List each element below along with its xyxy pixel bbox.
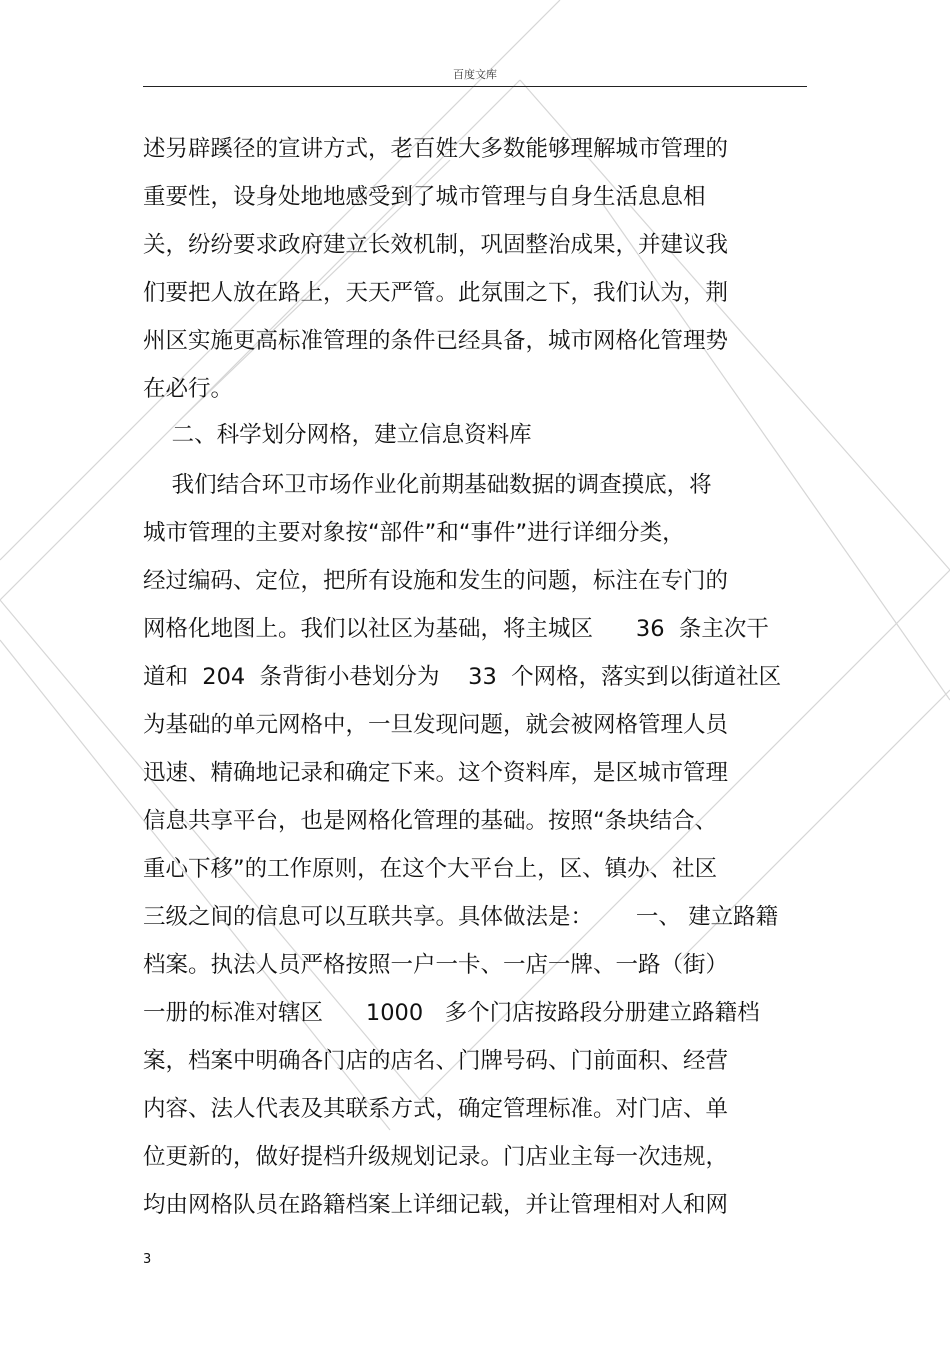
body-text-line: 州区实施更高标准管理的条件已经具备，城市网格化管理势 [143,328,729,354]
body-text-line: 信息共享平台，也是网格化管理的基础。按照“条块结合、 [143,808,718,834]
body-text-line: 们要把人放在路上，天天严管。此氛围之下，我们认为，荆 [143,280,729,306]
body-text-line: 经过编码、定位，把所有设施和发生的问题，标注在专门的 [143,568,729,594]
body-text-line: 位更新的，做好提档升级规划记录。门店业主每一次违规， [143,1144,729,1170]
body-text-line: 内容、法人代表及其联系方式，确定管理标准。对门店、单 [143,1096,729,1122]
body-text-line: 均由网格队员在路籍档案上详细记载，并让管理相对人和网 [143,1192,729,1218]
header-divider [143,86,807,87]
body-text-line: 关，纷纷要求政府建立长效机制，巩固整治成果，并建议我 [143,232,729,258]
body-text-line: 三级之间的信息可以互联共享。具体做法是： 一、 建立路籍 [143,904,779,930]
body-text-line: 道和 204 条背街小巷划分为 33 个网格，落实到以街道社区 [143,664,782,690]
body-text-line: 一册的标准对辖区 1000 多个门店按路段分册建立路籍档 [143,1000,760,1026]
body-text-line: 在必行。 [143,376,234,402]
body-text-line: 重要性，设身处地地感受到了城市管理与自身生活息息相 [143,184,706,210]
body-text-line: 档案。执法人员严格按照一户一卡、一店一牌、一路（街） [143,952,729,978]
body-text-line: 迅速、精确地记录和确定下来。这个资料库，是区城市管理 [143,760,729,786]
body-text-line: 述另辟蹊径的宣讲方式，老百姓大多数能够理解城市管理的 [143,136,729,162]
body-text-line: 网格化地图上。我们以社区为基础，将主城区 36 条主次干 [143,616,769,642]
body-text-line: 我们结合环卫市场作业化前期基础数据的调查摸底，将 [143,472,712,498]
page-header-title: 百度文库 [453,68,497,81]
body-text-line: 城市管理的主要对象按“部件”和“事件”进行详细分类， [143,520,685,546]
page-number: 3 [143,1252,152,1267]
body-text-line: 案，档案中明确各门店的店名、门牌号码、门前面积、经营 [143,1048,729,1074]
body-text-line: 重心下移”的工作原则，在这个大平台上，区、镇办、社区 [143,856,718,882]
section-heading: 二、科学划分网格，建立信息资料库 [143,422,532,448]
body-text-line: 为基础的单元网格中，一旦发现问题，就会被网格管理人员 [143,712,729,738]
